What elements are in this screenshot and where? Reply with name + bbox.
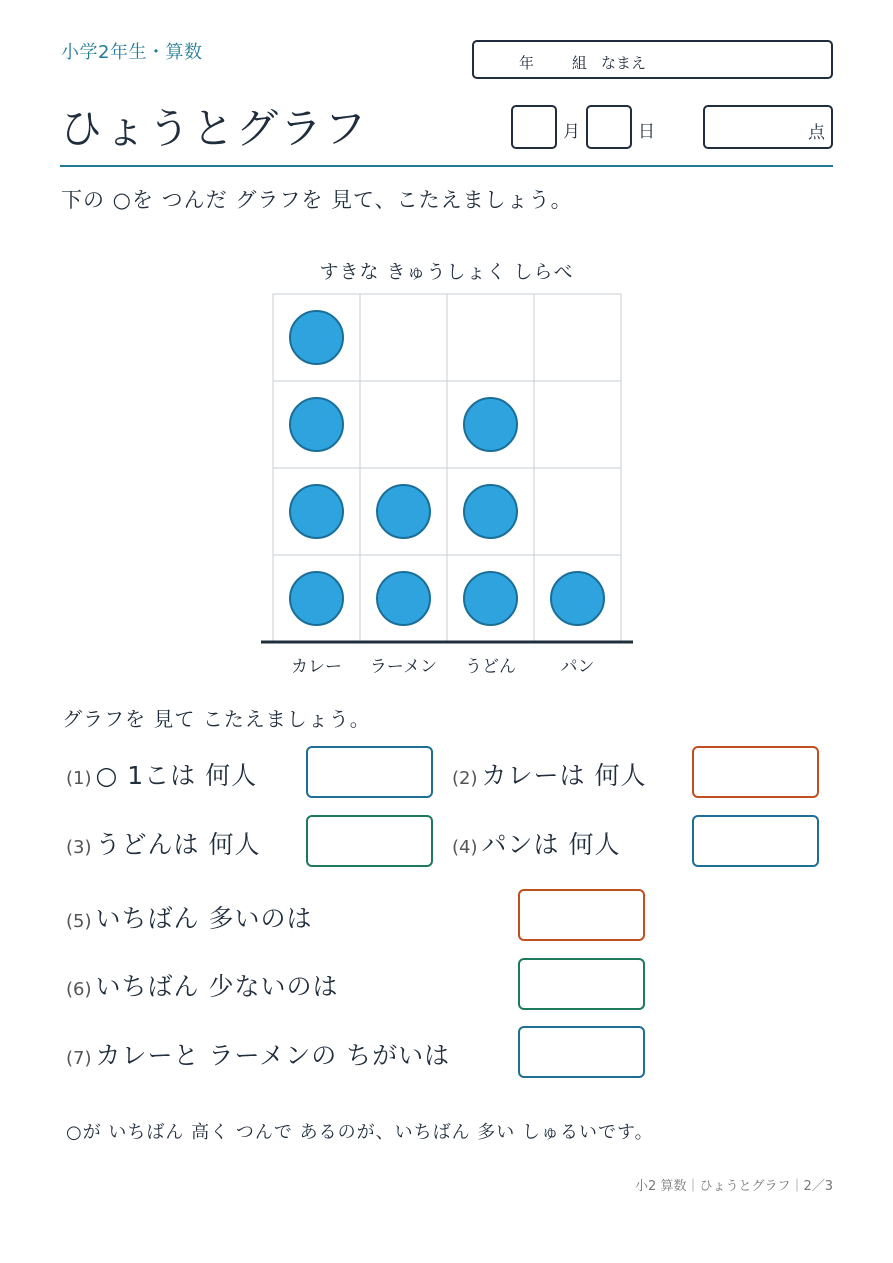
score-label: 点 — [808, 123, 825, 143]
question-1 — [66, 756, 257, 792]
grid-cell — [447, 294, 534, 381]
pictograph-chart — [255, 285, 640, 685]
question-5-number: (5) — [66, 911, 92, 932]
pictograph-marker-カレー — [290, 572, 343, 625]
page-title: ひょうとグラフ — [60, 104, 369, 153]
pictograph-marker-カレー — [290, 311, 343, 364]
answer-box-2[interactable] — [692, 746, 819, 798]
pictograph-marker-カレー — [290, 485, 343, 538]
pictograph-marker-うどん — [464, 572, 517, 625]
questions-heading: グラフを 見て こたえましょう。 — [62, 707, 371, 731]
nen-label: 年 — [519, 54, 535, 72]
question-7-text: カレーと ラーメンの ちがいは — [95, 1041, 451, 1070]
name-label: なまえ — [601, 54, 647, 72]
pictograph-marker-うどん — [464, 485, 517, 538]
grid-cell — [534, 381, 621, 468]
answer-box-7[interactable] — [518, 1026, 645, 1078]
question-5 — [66, 899, 312, 935]
graph-title: すきな きゅうしょく しらべ — [319, 261, 574, 283]
question-3-text: うどんは 何人 — [95, 830, 261, 859]
hint-text: ○が いちばん 高く つんで あるのが、いちばん 多い しゅるいです。 — [66, 1122, 654, 1143]
question-2-number: (2) — [452, 768, 478, 789]
kumi-label: 組 — [572, 54, 588, 72]
instruction-text: 下の ○を つんだ グラフを 見て、こたえましょう。 — [61, 188, 573, 212]
grid-cell — [360, 294, 447, 381]
grade-subject-label: 小学2年生・算数 — [61, 42, 203, 63]
question-6-text: いちばん 少ないのは — [95, 972, 339, 1001]
pictograph-marker-カレー — [290, 398, 343, 451]
name-field-box[interactable] — [472, 40, 833, 79]
question-6 — [66, 967, 338, 1003]
question-6-number: (6) — [66, 979, 92, 1000]
pictograph-marker-ラーメン — [377, 572, 430, 625]
month-label: 月 — [563, 122, 580, 142]
pictograph-marker-うどん — [464, 398, 517, 451]
answer-box-4[interactable] — [692, 815, 819, 867]
page-footer: 小2 算数｜ひょうとグラフ｜2／3 — [635, 1179, 833, 1194]
answer-box-1[interactable] — [306, 746, 433, 798]
question-4-text: パンは 何人 — [481, 830, 621, 859]
question-1-text: ○ 1こは 何人 — [95, 761, 258, 790]
question-7 — [66, 1036, 450, 1072]
day-label: 日 — [638, 122, 655, 142]
grid-cell — [534, 468, 621, 555]
question-3-number: (3) — [66, 837, 92, 858]
question-3 — [66, 825, 260, 861]
category-label: カレー — [291, 657, 342, 677]
day-field[interactable] — [586, 105, 632, 149]
score-field[interactable] — [703, 105, 833, 149]
question-2-text: カレーは 何人 — [481, 761, 647, 790]
question-4 — [452, 825, 620, 861]
pictograph-marker-ラーメン — [377, 485, 430, 538]
category-label: ラーメン — [369, 657, 438, 677]
question-5-text: いちばん 多いのは — [95, 904, 313, 933]
question-4-number: (4) — [452, 837, 478, 858]
answer-box-5[interactable] — [518, 889, 645, 941]
grid-cell — [534, 294, 621, 381]
month-field[interactable] — [511, 105, 557, 149]
pictograph-marker-パン — [551, 572, 604, 625]
category-label: パン — [560, 657, 595, 677]
category-label: うどん — [465, 657, 516, 677]
grid-cell — [360, 381, 447, 468]
header-divider — [60, 165, 833, 167]
question-7-number: (7) — [66, 1048, 92, 1069]
question-2 — [452, 756, 646, 792]
question-1-number: (1) — [66, 768, 92, 789]
answer-box-6[interactable] — [518, 958, 645, 1010]
answer-box-3[interactable] — [306, 815, 433, 867]
